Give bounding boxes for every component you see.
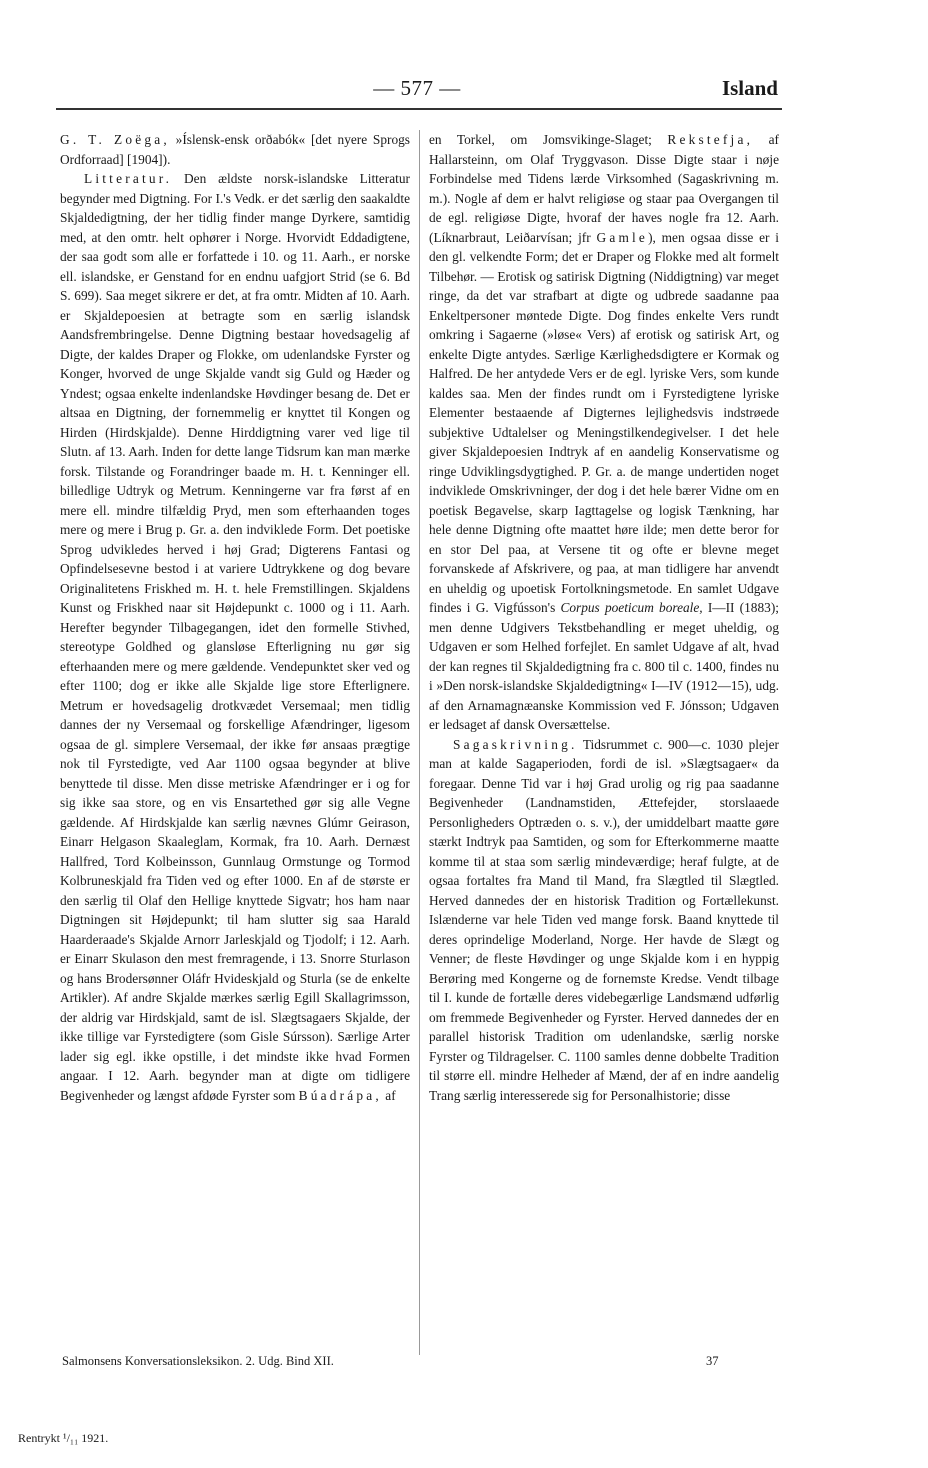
body-text-3: I—II (1883); men denne Udgivers Tekstbehandling er meget uheldig, og Udgaven er som Helhed forfejlet. En samlet Udgave af alt, hvad der kan regnes til Skjaldedigtning fra c. 800 til c. 1400, findes nu i »Den norsk-islandske Skjaldedigtning« I—IV (1912—15), udg. af den Arnamagnæanske Kommission ved F. Jónsson; Udgaven er ledsaget af dansk Oversættelse. — [429, 600, 779, 732]
reprint-note: Rentrykt ¹/₁₁ 1921. — [18, 1431, 109, 1445]
poem-title-buadrapa: Búadrápa, — [298, 1087, 382, 1103]
section-lead-litteratur: Litteratur. — [84, 171, 173, 186]
body-text-tail: af — [381, 1087, 396, 1103]
body-text-saga: Tidsrummet c. 900—c. 1030 plejer man at kalde Sagaperioden, fordi de isl. »Slægtsagaer« da foregaar. Denne Tid var i høj Grad urolig og rig paa saadanne Begivenheder (Landnamstiden, Ættefejder, storslaaede Personligheders Optræden o. s. v.), der umiddelbart maatte gøre stærkt Indtryk paa Samtiden, og som for Efterkommerne maatte komme til at staa som særlig mindeværdige; heraf fulgte, at de ogsaa fortaltes fra Mand til Mand, fra Slægtled til Slægtled. Herved dannedes der en historisk Tradition og Fortællekunst. Islænderne var hele Tiden ved mange forsk. Baand knyttede til deres oprindelige Moderland, Norge. Her havde de Slægt og Venner; de fleste Høvdinger og unge Skjalde kom i en hyppig Berøring med Kongerne og de fornemste Kredse. Vendt tilbage til I. kunde de fortælle deres videbegærlige Landsmænd udførlig om fremmede Begivenheder og Fyrster. Herved dannedes der en parallel historisk Tradition om udenlandske, særlig norske Fyrster og Tildragelser. C. 1100 samles denne dobbelte Tradition til større ell. mindre Helheder af Mænd, der af en indre aandelig Trang særlig interesserede sig for Personalhistorie; disse — [429, 736, 779, 1103]
paragraph-litteratur — [60, 169, 410, 1105]
paragraph-continued — [429, 130, 779, 735]
page-number: — 577 — — [373, 76, 461, 100]
body-text: Den ældste norsk-islandske Litteratur begynder med Digtning. For I.'s Vedk. er det særlig den saakaldte Skjaldedigtning, der her tidlig finder mange Dyrkere, samtidig med, at den omtr. helt ophører i Norge. Hvorvidt Eddadigtene, der saa godt som alle er forfattede i 10. og 11. Aarh., er norske ell. islandske, er Genstand for en endnu uafgjort Strid (se 6. Bd S. 699). Saa meget sikrere er det, at fra omtr. Midten af 10. Aarh. er Skjaldepoesien at betragte som en særlig islandsk Aandsfrembringelse. Denne Digtning bestaar hovedsagelig af Digte, der kaldes Draper og Flokke, om udenlandske Fyrster og Konger, hvorved de unge Skjalde vandt sig Guld og Hæder og Yndest; ogsaa enkelte indenlandske Høvdinger besang de. Det er altsaa en Digtning, der fornemmelig er knyttet til Kongen og Hirden (Hirdskjalde). Denne Hirddigtning varer ved lige til Slutn. af 13. Aarh. Inden for dette lange Tidsrum kan man mærke forsk. Tilstande og Forandringer baade m. H. t. Kenninger ell. billedlige Udtryk og Metrum. Kenningerne var fra først af en mere ell. mindre tilfældig Pryd, men som efterhaanden toges mere og mere i Brug p. Gr. a. den indviklede Form. Det poetiske Sprog udvikledes herved i høj Grad; Digterens Fantasi og Opfindelsesevne bestod i at variere Udtrykkene og dog bevare Originalitetens Friskhed m. H. t. hele Fremstillingen. Skjaldens Kunst og Friskhed naar sit Højdepunkt c. 1000 og i 11. Aarh. Herefter begynder Tilbagegangen, idet den formelle Stivhed, stereotype Goldhed og glansløse Efterligning nu gør sig efterhaanden mere og mere gældende. Vendepunktet sker ved og efter 1100; dog er ikke alle Skjalde lige store Efterlignere. Metrum er hovedsagelig drotkvædet Versemaal; men tidlig dannes der ny Versemaal og forskellige Afændringer, ligesom ogsaa de gl. simplere Versemaal, der ikke før ansaas prægtige nok til Fyrstedigte, ved Aar 1100 ogsaa begynder at blive benyttede til disse. Men disse metriske Afændringer er i og for sig ikke saa store, og en vis Ensartethed gør sig alle Vegne gældende. Af Hirdskjalde kan særlig nævnes Glúmr Geirason, Einarr Helgason Skaaleglam, Kormak, fra 10. Aarh. Dernæst Hallfred, Tord Kolbeinsson, Gunnlaug Ormstunge og Tormod Kolbruneskjald fra Tiden ved og efter 1000. En af de største er den særlig til Olaf den Hellige knyttede Sigvatr; hos ham naar Digtningen sit Højdepunkt; til ham slutter sig saa Harald Haarderaade's Skjalde Arnorr Jarleskjald og Tjodolf; i 12. Aarh. er Einarr Skulason den mest fremragende, i 13. Snorre Sturlason og hans Brodersønner Oláfr Hvideskjald og Sturla (se de enkelte Artikler). Af andre Skjalde mærkes særlig Egill Skallagrimsson, der aldrig var Hirdskjald, samt de isl. Slægtsagaers Skjalde, der ikke tillige var Fyrstedigtere (som Gisle Súrsson). Særlige Arter lader sig egl. ikke opstille, i det mindste ikke hvad Formen angaar. I 12. Aarh. begynder man at digte om tidligere Begivenheder og længst afdøde Fyrster som — [60, 171, 410, 1103]
book-title-corpus: Corpus poeticum boreale, — [560, 600, 703, 615]
right-column — [429, 130, 779, 1355]
left-column — [60, 130, 410, 1355]
paragraph-sagaskrivning — [429, 735, 779, 1106]
section-lead-sagaskrivning: Sagaskrivning. — [453, 736, 578, 752]
body-text-2: ), men ogsaa disse er i den gl. velkendte Form; det er Draper og Flokke med alt formelt Tilbehør. — Erotisk og satirisk Digtning (Niddigtning) var meget ringe, da det var strafbart at digte og udbrede saadanne paa Enkeltpersoner møntede Digte. Dog findes enkelte Vers rundt omkring i Sagaerne (»løse« Vers) af erotisk og satirisk Art, og enkelte Digte antydes. Særlige Kærlighedsdigtere er Kormak og Halfred. De her antydede Vers er de egl. lyriske Vers, som kunde kaldes saa. Men der findes rundt om i Fyrstedigtene lyriske Elementer bestaaende af Digternes lejlighedsvis indstrøede subjektive Udtalelser og Meningstilkendegivelser. I det hele giver Skjaldepoesien Indtryk af en aandelig Konservatisme og ringe Udviklingsdygtighed. P. Gr. a. de mange undertiden noget indviklede Omskrivninger, der dog i det hele bærer Vidne om en poetisk Begavelse, skarp Iagttagelse og logisk Tænkning, har hele denne Digtning ofte maattet høre ilde; men dette beror for en stor Del paa, at Versene tit og ofte er blevne meget forvanskede af Afskrivere, og paa, at man tidligere har anvendt en uheldig og upoetisk Fortolkningsmetode. En samlet Udgave findes i G. Vigfússon's — [429, 229, 779, 615]
author-name: G. T. Zoëga, — [60, 132, 170, 147]
poem-title-rekstefja: Rekstefja, — [667, 132, 754, 147]
body-text-head: en Torkel, om Jomsvikinge-Slaget; — [429, 132, 652, 147]
header-rule — [56, 108, 782, 110]
footer-signature: 37 — [706, 1354, 719, 1368]
reference-text: »Íslensk-ensk orðabók« [det nyere Sprogs Ordforraad] [1904]). — [60, 132, 410, 167]
footer-publication: Salmonsens Konversationsleksikon. 2. Udg. Bind XII. — [62, 1354, 334, 1368]
column-divider — [419, 130, 420, 1355]
body-text: af Hallarsteinn, om Olaf Tryggvason. Disse Digte staar i nøje Forbindelse med Tidens lærde Virksomhed (Sagaskrivning m. m.). Nogle af dem er halvt religiøse og staar paa Overgangen til de egl. religiøse Digte, hvoraf der haves nogle fra 12. Aarh. (Líknarbraut, Leiðarvísan; jfr — [429, 132, 779, 245]
paragraph-zoega-reference — [60, 130, 410, 169]
cross-reference-gamle: Gamle — [596, 229, 649, 245]
running-head-title: Island — [721, 76, 778, 100]
